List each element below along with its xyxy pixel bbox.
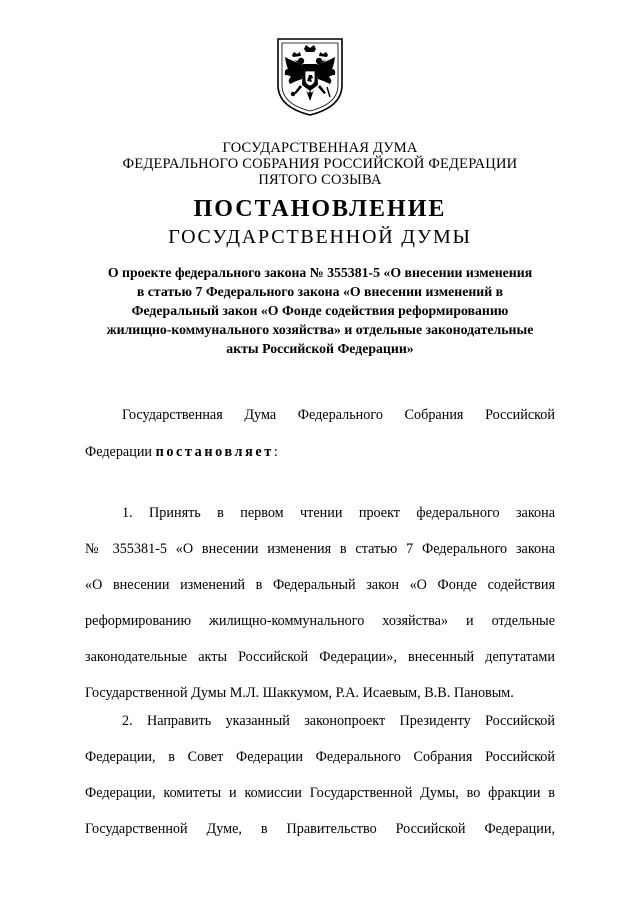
paragraph-line: № 355381-5 «О внесении изменения в статью 7 Федерального закона	[85, 541, 555, 557]
paragraph-line: Федерации, в Совет Федерации Федерального Собрания Российской	[85, 749, 555, 765]
preamble-line-2	[85, 442, 555, 462]
document-issuer-title: ГОСУДАРСТВЕННОЙ ДУМЫ	[168, 226, 472, 248]
resolves-verb: постановляет	[155, 444, 274, 460]
document-subject	[82, 263, 558, 358]
paragraph-line: Федерации, комитеты и комиссии Государственной Думы, во фракции в	[85, 785, 555, 801]
paragraph-line: Государственной Думы М.Л. Шаккумом, Р.А. Исаевым, В.В. Пановым.	[85, 685, 514, 701]
subject-line: акты Российской Федерации»	[226, 341, 414, 356]
paragraph-line: Государственной Думе, в Правительство Российской Федерации,	[85, 821, 555, 837]
subject-line: Федеральный закон «О Фонде содействия реформированию	[131, 303, 509, 318]
subject-line: О проекте федерального закона № 355381-5 «О внесении изменения	[107, 265, 533, 280]
org-name-line2: ФЕДЕРАЛЬНОГО СОБРАНИЯ РОССИЙСКОЙ ФЕДЕРАЦИИ	[122, 156, 518, 172]
subject-line: в статью 7 Федерального закона «О внесении изменений в	[136, 284, 504, 299]
subject-line: жилищно-коммунального хозяйства» и отдельные законодательные	[106, 322, 534, 337]
paragraph-line: реформированию жилищно-коммунального хозяйства» и отдельные	[85, 613, 555, 629]
russian-coat-of-arms-icon	[270, 35, 350, 117]
paragraph-line: законодательные акты Российской Федерации», внесенный депутатами	[85, 649, 555, 665]
organization-header	[0, 140, 640, 188]
convocation-line: ПЯТОГО СОЗЫВА	[258, 172, 382, 188]
preamble-line: Государственная Дума Федерального Собрания Российской	[122, 407, 555, 423]
document-type-title: ПОСТАНОВЛЕНИЕ	[193, 196, 447, 222]
preamble-colon: :	[273, 444, 278, 460]
paragraph-line: 1. Принять в первом чтении проект федерального закона	[122, 505, 555, 521]
paragraph-line: «О внесении изменений в Федеральный закон «О Фонде содействия	[85, 577, 555, 593]
paragraph-line: 2. Направить указанный законопроект Президенту Российской	[122, 713, 555, 729]
org-name-line1: ГОСУДАРСТВЕННАЯ ДУМА	[222, 140, 418, 156]
preamble-prefix: Федерации	[85, 444, 156, 460]
